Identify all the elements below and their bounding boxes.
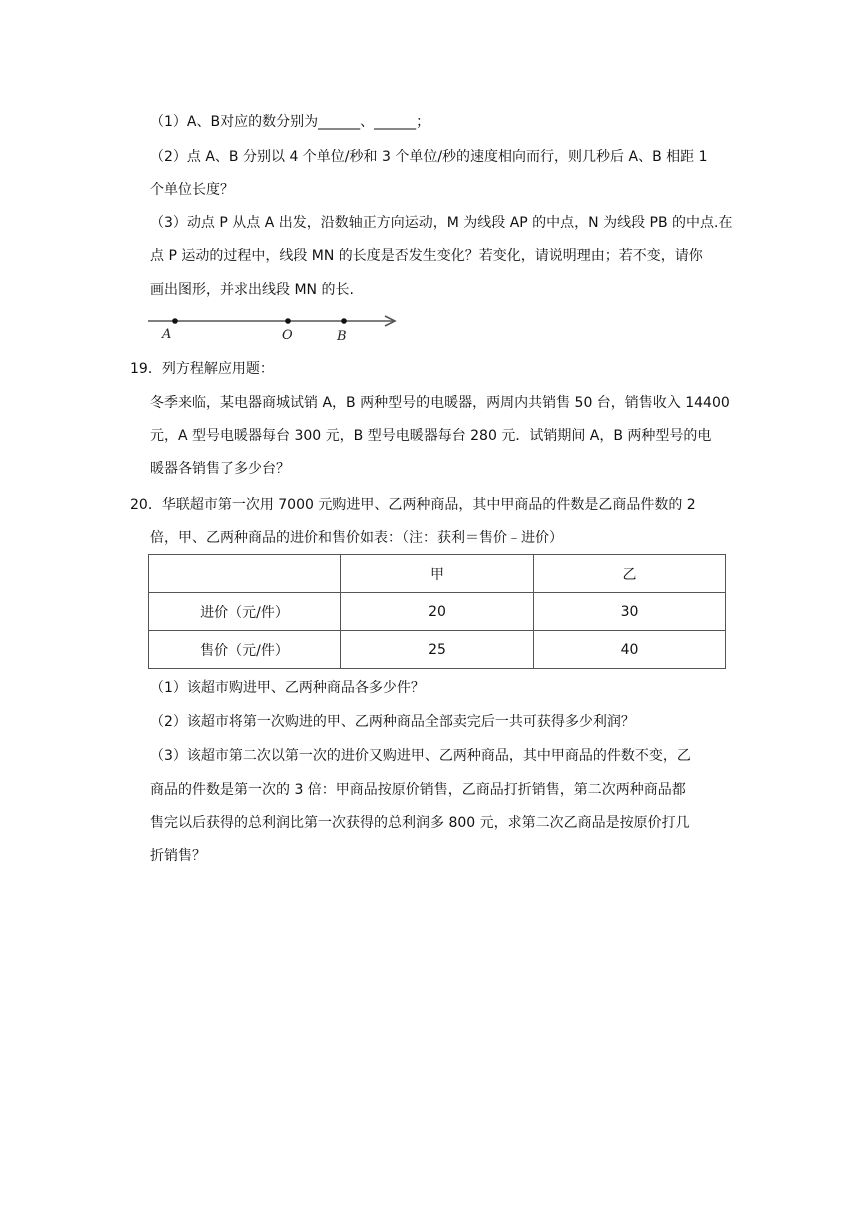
number-line-figure: [145, 310, 405, 346]
table-header-cell: [149, 555, 341, 593]
q20-sub3-line3: 售完以后获得的总利润比第一次获得的总利润多 800 元，求第二次乙商品是按原价打几: [150, 815, 690, 831]
q20-sub3-line1: （3）该超市第二次以第一次的进价又购进甲、乙两种商品，其中甲商品的件数不变，乙: [150, 748, 691, 764]
table-header-cell: 甲: [341, 555, 534, 593]
q19-title: 19．列方程解应用题：: [130, 361, 274, 377]
q20-sub3-line4: 折销售？: [150, 848, 206, 864]
q20-sub1: （1）该超市购进甲、乙两种商品各多少件？: [150, 680, 425, 696]
point-a-dot: [172, 318, 178, 324]
q18-part1: （1）A、B对应的数分别为______、______；: [150, 114, 431, 130]
table-header-row: [149, 555, 726, 593]
q20-sub2: （2）该超市将第一次购进的甲、乙两种商品全部卖完后一共可获得多少利润？: [150, 714, 635, 730]
q18-part3-line1: （3）动点 P 从点 A 出发，沿数轴正方向运动，M 为线段 AP 的中点，N 为线段 PB 的中点.在: [150, 215, 733, 231]
point-b-dot: [341, 318, 347, 324]
q20-sub3-line2: 商品的件数是第一次的 3 倍：甲商品按原价销售，乙商品打折销售，第二次两种商品都: [150, 782, 686, 798]
table-header-cell: 乙: [534, 555, 726, 593]
table-row: [149, 593, 726, 631]
q19-line3: 暖器各销售了多少台？: [150, 461, 290, 477]
point-o-label: O: [282, 328, 293, 343]
q18-part3-line3: 画出图形，并求出线段 MN 的长.: [150, 282, 354, 298]
table-cell: 进价（元/件）: [149, 593, 341, 631]
table-cell: 40: [534, 631, 726, 669]
point-b-label: B: [337, 329, 347, 344]
table-cell: 30: [534, 593, 726, 631]
table-cell: 20: [341, 593, 534, 631]
q18-part2-line2: 个单位长度？: [150, 182, 234, 198]
q20-line1: 20．华联超市第一次用 7000 元购进甲、乙两种商品，其中甲商品的件数是乙商品件数的 2: [130, 497, 696, 513]
table-cell: 售价（元/件）: [149, 631, 341, 669]
point-o-dot: [285, 318, 291, 324]
q19-line2: 元，A 型号电暖器每台 300 元，B 型号电暖器每台 280 元．试销期间 A，B 两种型号的电: [150, 428, 712, 444]
q19-line1: 冬季来临，某电器商城试销 A，B 两种型号的电暖器，两周内共销售 50 台，销售收入 14400: [150, 395, 730, 411]
price-table: [148, 554, 726, 669]
q20-line2: 倍，甲、乙两种商品的进价和售价如表：（注：获利＝售价﹣进价）: [150, 530, 563, 546]
table-cell: 25: [341, 631, 534, 669]
point-a-label: A: [162, 327, 172, 342]
table-row: [149, 631, 726, 669]
q18-part3-line2: 点 P 运动的过程中，线段 MN 的长度是否发生变化？若变化，请说明理由；若不变，请你: [150, 248, 703, 264]
q18-part2-line1: （2）点 A、B 分别以 4 个单位/秒和 3 个单位/秒的速度相向而行，则几秒后 A、B 相距 1: [150, 149, 708, 165]
